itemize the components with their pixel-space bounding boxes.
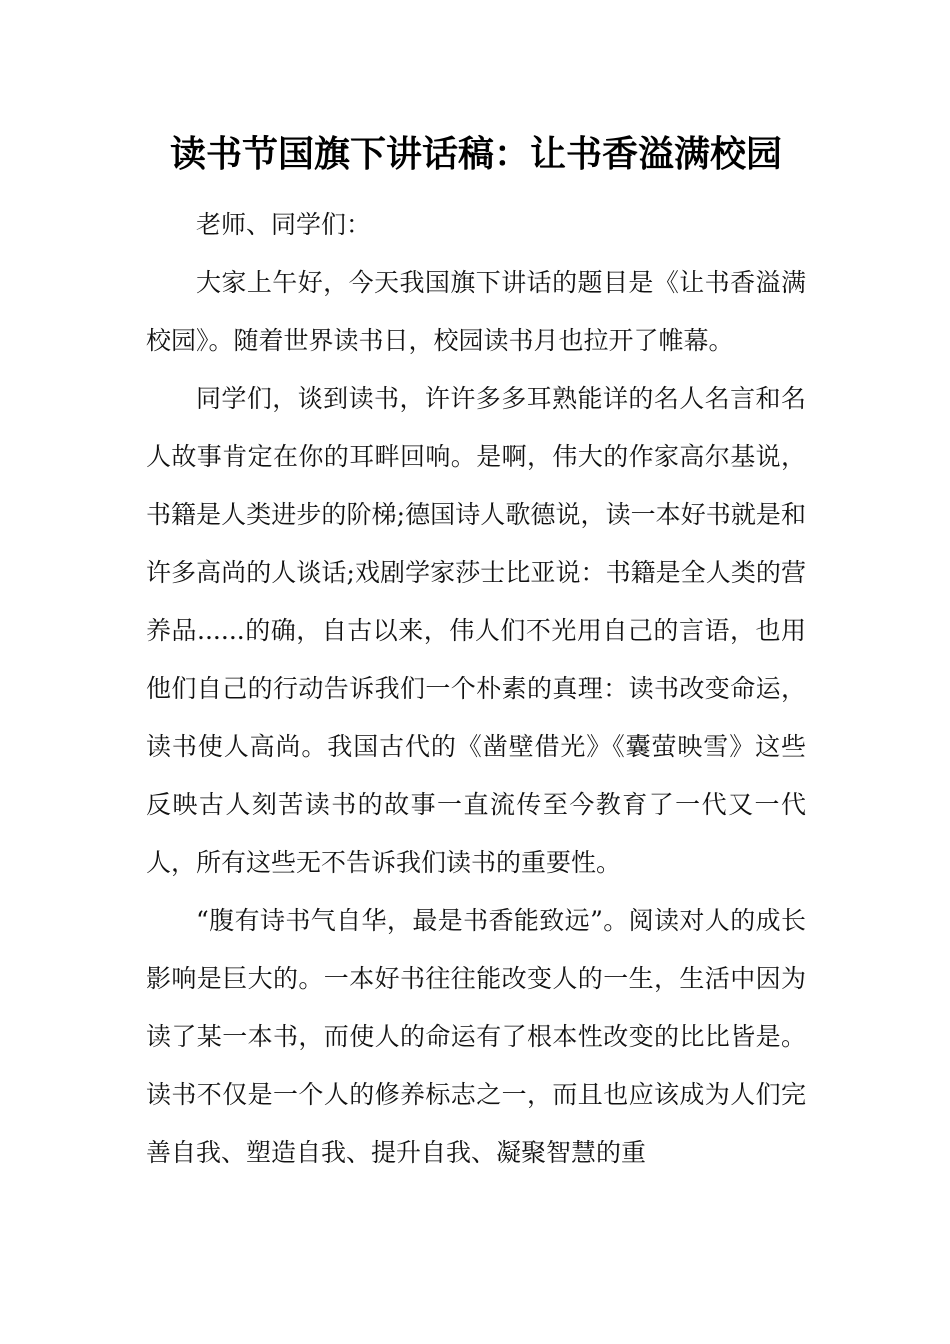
paragraph-intro: 大家上午好，今天我国旗下讲话的题目是《让书香溢满校园》。随着世界读书日，校园读书月也拉开了帷幕。	[146, 268, 806, 355]
paragraph-greeting: 老师、同学们：	[196, 210, 372, 239]
document-title: 读书节国旗下讲话稿：让书香溢满校园	[169, 133, 782, 175]
paragraph-reading-impact: “腹有诗书气自华，最是书香能致远”。阅读对人的成长影响是巨大的。一本好书往往能改变人的一生，生活中因为读了某一本书，而使人的命运有了根本性改变的比比皆是。读书不仅是一个人的修养标志之一，而且也应该成为人们完善自我、塑造自我、提升自我、凝聚智慧的重	[146, 906, 806, 1167]
paragraph-quotes: 同学们，谈到读书，许许多多耳熟能详的名人名言和名人故事肯定在你的耳畔回响。是啊，伟大的作家高尔基说，书籍是人类进步的阶梯;德国诗人歌德说，读一本好书就是和许多高尚的人谈话;戏剧学家莎士比亚说：书籍是全人类的营养品......的确，自古以来，伟人们不光用自己的言语，也用他们自己的行动告诉我们一个朴素的真理：读书改变命运，读书使人高尚。我国古代的《凿壁借光》《囊萤映雪》这些反映古人刻苦读书的故事一直流传至今教育了一代又一代人，所有这些无不告诉我们读书的重要性。	[146, 384, 806, 877]
document-body	[146, 126, 806, 1182]
